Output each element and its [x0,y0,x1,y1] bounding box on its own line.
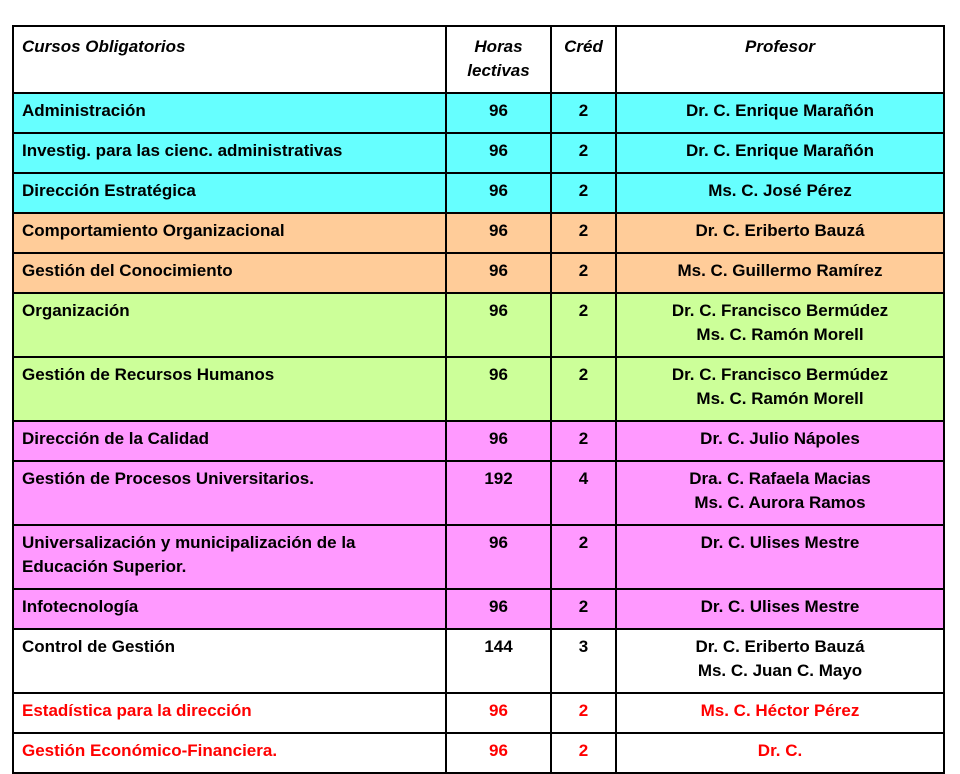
credits-cell: 2 [551,693,616,733]
hours-cell: 96 [446,733,551,773]
professor-cell [616,693,944,733]
professor-name: Dr. C. Ulises Mestre [700,597,860,616]
professor-cell [616,461,944,525]
courses-table [12,25,945,774]
hours-cell: 96 [446,357,551,421]
table-row [13,293,944,357]
credits-cell: 2 [551,93,616,133]
professor-name: Dr. C. Eriberto Bauzá [695,221,865,240]
professor-cell [616,93,944,133]
table-row [13,461,944,525]
professor-cell [616,133,944,173]
course-name-cell: Estadística para la dirección [13,693,446,733]
course-name-cell: Universalización y municipalización de la Educación Superior. [13,525,446,589]
table-row [13,589,944,629]
professor-name: Dr. C. Francisco Bermúdez [671,301,889,320]
credits-cell: 3 [551,629,616,693]
professor-name: Ms. C. José Pérez [708,181,852,200]
course-name-cell: Gestión de Recursos Humanos [13,357,446,421]
credits-cell: 2 [551,253,616,293]
hours-cell: 96 [446,133,551,173]
credits-cell: 2 [551,589,616,629]
professor-name: Dr. C. Francisco Bermúdez [671,365,889,384]
hours-cell: 96 [446,421,551,461]
professor-name: Ms. C. Aurora Ramos [694,493,866,512]
credits-cell: 2 [551,733,616,773]
table-row [13,525,944,589]
course-name-cell: Dirección de la Calidad [13,421,446,461]
table-row [13,629,944,693]
course-name-cell: Gestión de Procesos Universitarios. [13,461,446,525]
hours-cell: 96 [446,293,551,357]
professor-name: Dr. C. Julio Nápoles [700,429,860,448]
credits-cell: 2 [551,293,616,357]
professor-name: Dr. C. Ulises Mestre [700,533,860,552]
header-hours-line1: Horas [474,37,523,56]
course-name-cell: Control de Gestión [13,629,446,693]
table-row [13,421,944,461]
hours-cell: 96 [446,693,551,733]
table-row [13,693,944,733]
credits-cell: 2 [551,213,616,253]
credits-cell: 2 [551,421,616,461]
professor-name: Dra. C. Rafaela Macias [689,469,871,488]
header-credits: Créd [551,26,616,93]
professor-cell [616,421,944,461]
hours-cell: 96 [446,589,551,629]
courses-table-container [12,25,945,774]
professor-name: Dr. C. Eriberto Bauzá [695,637,865,656]
table-row [13,93,944,133]
professor-cell [616,357,944,421]
course-name-cell: Organización [13,293,446,357]
course-name-cell: Investig. para las cienc. administrativas [13,133,446,173]
header-row [13,26,944,93]
credits-cell: 2 [551,133,616,173]
table-row [13,213,944,253]
hours-cell: 96 [446,93,551,133]
hours-cell: 96 [446,173,551,213]
credits-cell: 2 [551,525,616,589]
professor-name: Dr. C. Enrique Marañón [686,101,874,120]
header-course: Cursos Obligatorios [13,26,446,93]
professor-name: Dr. C. Enrique Marañón [686,141,874,160]
hours-cell: 144 [446,629,551,693]
professor-name: Ms. C. Ramón Morell [696,325,864,344]
professor-cell [616,733,944,773]
professor-cell [616,293,944,357]
credits-cell: 4 [551,461,616,525]
professor-cell [616,525,944,589]
table-row [13,357,944,421]
credits-cell: 2 [551,357,616,421]
table-row [13,733,944,773]
professor-cell [616,173,944,213]
course-name-cell: Gestión Económico-Financiera. [13,733,446,773]
course-name-cell: Gestión del Conocimiento [13,253,446,293]
table-row [13,173,944,213]
professor-cell [616,253,944,293]
professor-cell [616,589,944,629]
header-hours [446,26,551,93]
professor-cell [616,213,944,253]
course-name-cell: Administración [13,93,446,133]
professor-cell [616,629,944,693]
hours-cell: 192 [446,461,551,525]
header-professor: Profesor [616,26,944,93]
professor-name: Dr. C. [757,741,803,760]
professor-name: Ms. C. Guillermo Ramírez [677,261,883,280]
course-name-cell: Dirección Estratégica [13,173,446,213]
hours-cell: 96 [446,253,551,293]
header-hours-line2: lectivas [467,61,530,80]
table-row [13,133,944,173]
credits-cell: 2 [551,173,616,213]
professor-name: Ms. C. Juan C. Mayo [697,661,863,680]
course-name-cell: Comportamiento Organizacional [13,213,446,253]
course-name-cell: Infotecnología [13,589,446,629]
hours-cell: 96 [446,525,551,589]
table-row [13,253,944,293]
hours-cell: 96 [446,213,551,253]
professor-name: Ms. C. Héctor Pérez [700,701,860,720]
professor-name: Ms. C. Ramón Morell [696,389,864,408]
